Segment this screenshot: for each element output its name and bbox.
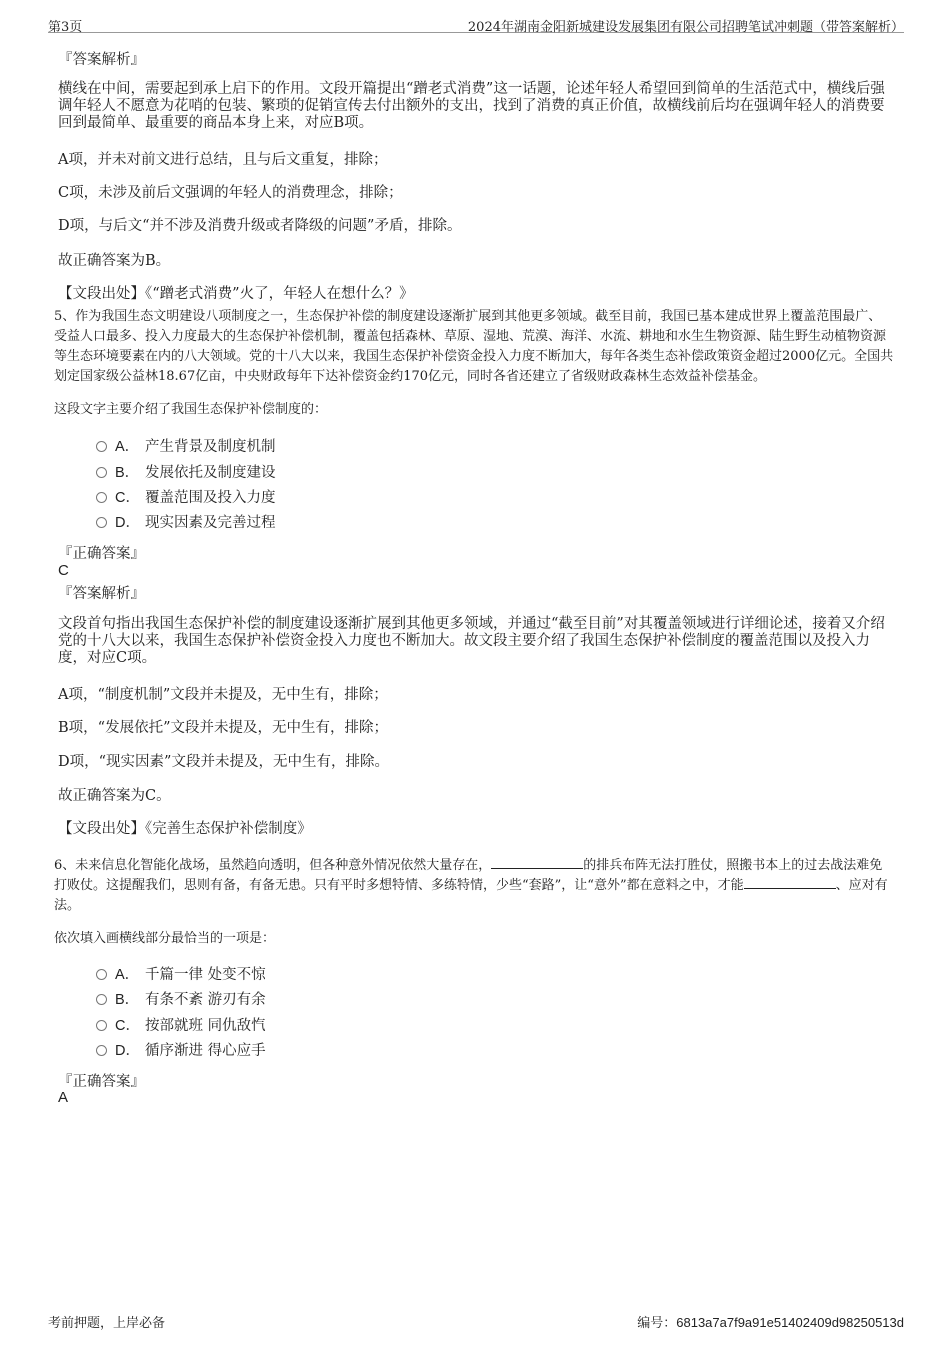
q6-answer: A [58, 1089, 69, 1106]
q5-analysis-label: 『答案解析』 [58, 586, 145, 602]
radio-icon[interactable] [96, 441, 107, 452]
code-value: 6813a7a7f9a91e51402409d98250513d [676, 1315, 904, 1330]
option-text: 覆盖范围及投入力度 [145, 490, 276, 506]
option-text: 循序渐进 得心应手 [145, 1043, 266, 1059]
document-code [637, 1312, 904, 1331]
option-key: D． [115, 1043, 140, 1059]
q5-option-c[interactable] [96, 488, 276, 508]
q5-option-d[interactable] [96, 513, 276, 533]
radio-icon[interactable] [96, 467, 107, 478]
q6-answer-label: 『正确答案』 [58, 1074, 145, 1090]
q6-stem-part-2: 的排兵布阵无法打胜仗，照搬书本上的过去战法难免打败仗。这提醒我们，思则有备，有备无患。只有平时多想特情、多练特情，少些“套路”，让“意外”都在意料之中，才能 [54, 858, 883, 893]
option-key: B． [115, 992, 140, 1008]
option-text: 发展依托及制度建设 [145, 465, 276, 481]
page-number: 第3页 [48, 20, 83, 35]
option-key: A． [115, 967, 140, 983]
option-text: 千篇一律 处变不惊 [145, 967, 266, 983]
radio-icon[interactable] [96, 969, 107, 980]
q5-option-d-analysis: D项，“现实因素”文段并未提及，无中生有，排除。 [58, 754, 389, 770]
q5-option-b[interactable] [96, 463, 276, 483]
radio-icon[interactable] [96, 994, 107, 1005]
option-key: C． [115, 1018, 140, 1034]
fill-blank [744, 876, 836, 889]
q4-conclusion: 故正确答案为B。 [58, 253, 171, 269]
q6-question: 依次填入画横线部分最恰当的一项是： [54, 931, 276, 946]
option-key: A． [115, 439, 140, 455]
option-text: 有条不紊 游刃有余 [145, 992, 266, 1008]
q6-stem-part-1: 6、未来信息化智能化战场，虽然趋向透明，但各种意外情况依然大量存在， [54, 858, 492, 873]
q5-stem: 5、作为我国生态文明建设八项制度之一，生态保护补偿的制度建设逐渐扩展到其他更多领域。截至目前，我国已基本建成世界上覆盖范围最广、受益人口最多、投入力度最大的生态保护补偿机制，覆盖包括森林、草原、湿地、荒漠、海洋、水流、耕地和水生生物资源、陆生野生动植物资源等生态环境要素在内的八大领域。党的十八大以来，我国生态保护补偿资金投入力度不断加大，每年各类生态补偿政策资金超过2000亿元。全国共划定国家级公益林18.67亿亩，中央财政每年下达补偿资金约170亿元，同时各省还建立了省级财政森林生态效益补偿基金。 [54, 309, 894, 384]
radio-icon[interactable] [96, 492, 107, 503]
radio-icon[interactable] [96, 1045, 107, 1056]
q6-option-a[interactable] [96, 965, 266, 985]
q5-option-a-analysis: A项，“制度机制”文段并未提及，无中生有，排除； [58, 687, 388, 703]
fill-blank [491, 856, 583, 869]
q5-analysis-text: 文段首句指出我国生态保护补偿的制度建设逐渐扩展到其他更多领域，并通过“截至目前”对其覆盖领域进行详细论述，接着又介绍党的十八大以来，我国生态保护补偿资金投入力度也不断加大。故文段主要介绍了我国生态保护补偿制度的覆盖范围以及投入力度，对应C项。 [58, 616, 885, 666]
q5-answer: C [58, 562, 69, 579]
q4-analysis-label: 『答案解析』 [58, 52, 145, 68]
option-text: 现实因素及完善过程 [145, 515, 276, 531]
q5-option-a[interactable] [96, 437, 276, 457]
q4-option-c-analysis: C项，未涉及前后文强调的年轻人的消费理念，排除； [58, 185, 403, 201]
document-title: 2024年湖南金阳新城建设发展集团有限公司招聘笔试冲刺题（带答案解析） [467, 20, 904, 35]
option-text: 产生背景及制度机制 [145, 439, 276, 455]
q5-answer-label: 『正确答案』 [58, 546, 145, 562]
q4-option-a-analysis: A项，并未对前文进行总结，且与后文重复，排除； [58, 152, 388, 168]
q5-conclusion: 故正确答案为C。 [58, 788, 171, 804]
option-key: B． [115, 465, 140, 481]
option-key: D． [115, 515, 140, 531]
option-key: C． [115, 490, 140, 506]
q5-question: 这段文字主要介绍了我国生态保护补偿制度的： [54, 402, 328, 417]
code-label: 编号： [637, 1315, 677, 1330]
q6-option-b[interactable] [96, 990, 266, 1010]
q4-option-d-analysis: D项，与后文“并不涉及消费升级或者降级的问题”矛盾，排除。 [58, 218, 462, 234]
q4-analysis-text: 横线在中间，需要起到承上启下的作用。文段开篇提出“蹭老式消费”这一话题，论述年轻人希望回到简单的生活范式中，横线后强调年轻人不愿意为花哨的包装、繁琐的促销宣传去付出额外的支出，找到了消费的真正价值，故横线前后均在强调年轻人的消费要回到最简单、最重要的商品本身上来，对应B项。 [58, 81, 885, 131]
q6-stem-part-3: 、应对有法。 [54, 878, 888, 913]
radio-icon[interactable] [96, 517, 107, 528]
q4-source: 【文段出处】《“蹭老式消费”火了，年轻人在想什么？》 [58, 286, 414, 302]
option-text: 按部就班 同仇敌忾 [145, 1018, 266, 1034]
q5-source: 【文段出处】《完善生态保护补偿制度》 [58, 821, 312, 837]
q6-option-d[interactable] [96, 1041, 266, 1061]
q5-option-b-analysis: B项，“发展依托”文段并未提及，无中生有，排除； [58, 720, 388, 736]
q6-option-c[interactable] [96, 1016, 266, 1036]
page-header [48, 14, 904, 33]
q6-stem [54, 856, 894, 916]
footer-slogan: 考前押题，上岸必备 [48, 1316, 166, 1331]
radio-icon[interactable] [96, 1020, 107, 1031]
